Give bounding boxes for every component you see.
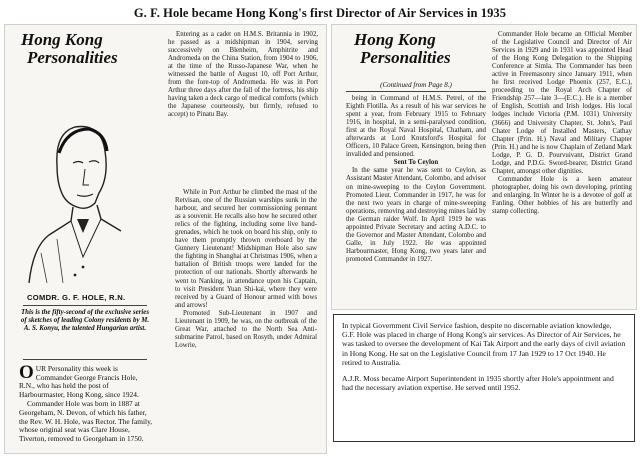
note-paragraph-1: In typical Government Civil Service fashion, despite no discernable aviation knowledge, G.F. Hole was placed in charge of Hong Kong's air services. As Director of Air Services, he was tasked to oversee the development of Kai Tak Airport and the early days of civil aviation in Hong Kong. He sat on the Legislative Council from 17 Jan 1929 to 17 Oct 1940. He retired to Australia.	[342, 321, 626, 367]
divider	[23, 359, 147, 360]
article-column-bottom	[175, 189, 317, 451]
intro-text: UR Personality this week is Commander George Francis Hole, R.N., who has held the post of Harbourmaster, Hong Kong, since 1924.	[19, 364, 139, 399]
headline-line1: Hong Kong	[21, 30, 103, 49]
right-col2-text2: Commander Hole is a keen amateur photographer, doing his own developing, printing and enlarging. In Winter he is a devotee of golf at Fanling. Other hobbies of his are butterfly and stamp collecting.	[492, 175, 632, 216]
newspaper-clipping-left	[4, 24, 327, 454]
column2-promoted-text: Promoted Sub-Lieutenant in 1907 and Lieutenant in 1909, he was, on the outbreak of the Great War, attached to the North Sea Anti-submarine Patrol, based on Rosyth, under Admiral Lowrie,	[175, 309, 317, 349]
page-title: G. F. Hole became Hong Kong's first Director of Air Services in 1935	[133, 6, 507, 20]
article-column-left	[346, 95, 486, 307]
annotation-note-box	[333, 314, 635, 442]
portrait-sketch	[17, 107, 127, 283]
section-subhead: Sent To Ceylon	[393, 159, 439, 167]
note-paragraph-2: A.J.R. Moss became Airport Superintendent in 1935 shortly after Hole's appointment and had the necessary aviation expertise. He served until 1952.	[342, 374, 614, 393]
column2-bottom-text: While in Port Arthur he climbed the mast of the Retvisan, one of the Russian warships sunk in the harbour, and secured her commissioning pennant as a souvenir. He recalls also how he secured other relics of the fighting, including some live hand-grenades, which he took on board his ship, only to have them promptly thrown overboard by the Gunnery Lieutenant! Midshipman Hole also saw the fighting in Shanghai at Christmas 1906, when a battalion of British troops were landed for the protection of our nationals. Shortly afterwards he went to Nanking, in attendance upon his Captain, to visit President Yuan Shi-kai, where they were received by a Guard of Honour armed with bows and arrows!	[175, 189, 317, 309]
right-col2-text: Commander Hole became an Official Member of the Legislative Council and Director of Air Services in 1929 and in 1931 was appointed Head of the Hong Kong Delegation to the Shipping Conference at Simla. The Commander has been active in Freemasonry since January 1911, when he first received Lodge Phoenix (257, E.C.), proceeding to the Royal Arch Chapter of Friendship 257—late 3—(E.C.). He is a member of English, Scottish and Irish lodges. His local lodges include Victoria (P.M. 1031) University (3666) and University Chapter, St. John's, Paul Chater Lodge of Installed Masters, Cathay Chapter (Prin. H.) Naval and Military Chapter (Prin. H.) and he is now Chaplain of Zetland Mark Lodge, P. G. D. Pourvuivant, District Grand Lodge, and P.D.G. Sword-bearer, District Grand Chapter, amongst other dignities.	[492, 31, 632, 175]
column2-top-text: Entering as a cadet on H.M.S. Britannia in 1902, he passed as a midshipman in 1904, serving successively on Blenheim, Amphitrite and Andromeda on the China Station, from 1904 to 1906, at the time of the Russo-Japanese War, when he witnessed the battle of August 10, off Port Arthur, from the fore-top of Andromeda. He was in Port Arthur three days after the fall of the fortress, his ship having taken a deck cargo of medical comforts (which the Japanese courteously, but firmly, refused to accept) to Pinatu Bay.	[168, 31, 318, 119]
article-column-right	[492, 31, 632, 307]
right-col1-text: being in Command of H.M.S. Petrel, of the Eighth Flotilla. As a result of his war services he spent a year, from February 1915 to February 1916, in hospital, in a semi-paralysed condition, first at the Royal Naval Hospital, Chatham, and afterwards at Lord Knutsford's Hospital for Officers, 10 Palace Green, Kensington, being then invalided and pensioned.	[346, 95, 486, 159]
headline-line1: Hong Kong	[354, 30, 436, 49]
newspaper-clipping-right	[331, 24, 637, 310]
right-col1-text2: In the same year he was sent to Ceylon, as Assistant Master Attendant, Colombo, and advisor on mine-sweeping to the Ceylon Government. Promoted Lieut. Commander in 1917, he was for the next two years in charge of mine-sweeping operations, removing and destroying mines laid by the German raider Wolf. In April 1919 he was appointed Private Secretary and acting A.D.C. to the Governor and Master Attendant, Colombo and Galle, in July 1922. He was appointed Harbourmaster, Hong Kong, two years later and promoted Commander in 1927.	[346, 167, 486, 263]
intro-paragraph	[19, 362, 155, 443]
born-paragraph: Commander Hole was born in 1887 at Georgeham, N. Devon, of which his father, the Rev. W. H. Hole, was Rector. The family, whose original seat was Clare House, Tiverton, removed to Georgeham in 1750.	[19, 399, 153, 443]
continued-label: (Continued from Page 8.)	[380, 81, 452, 89]
clipping-headline	[21, 31, 118, 67]
headline-line2: Personalities	[27, 48, 118, 67]
portrait-caption: COMDR. G. F. HOLE, R.N.	[27, 293, 126, 302]
clipping-headline	[354, 31, 451, 67]
drop-cap: O	[19, 362, 34, 383]
divider	[346, 91, 486, 92]
headline-line2: Personalities	[360, 48, 451, 67]
series-caption: This is the fifty-second of the exclusive series of sketches of leading Colony residents by M. A. S. Konyu, the talented Hungarian artist.	[20, 309, 150, 333]
divider	[23, 305, 147, 306]
article-column-top	[168, 31, 318, 187]
